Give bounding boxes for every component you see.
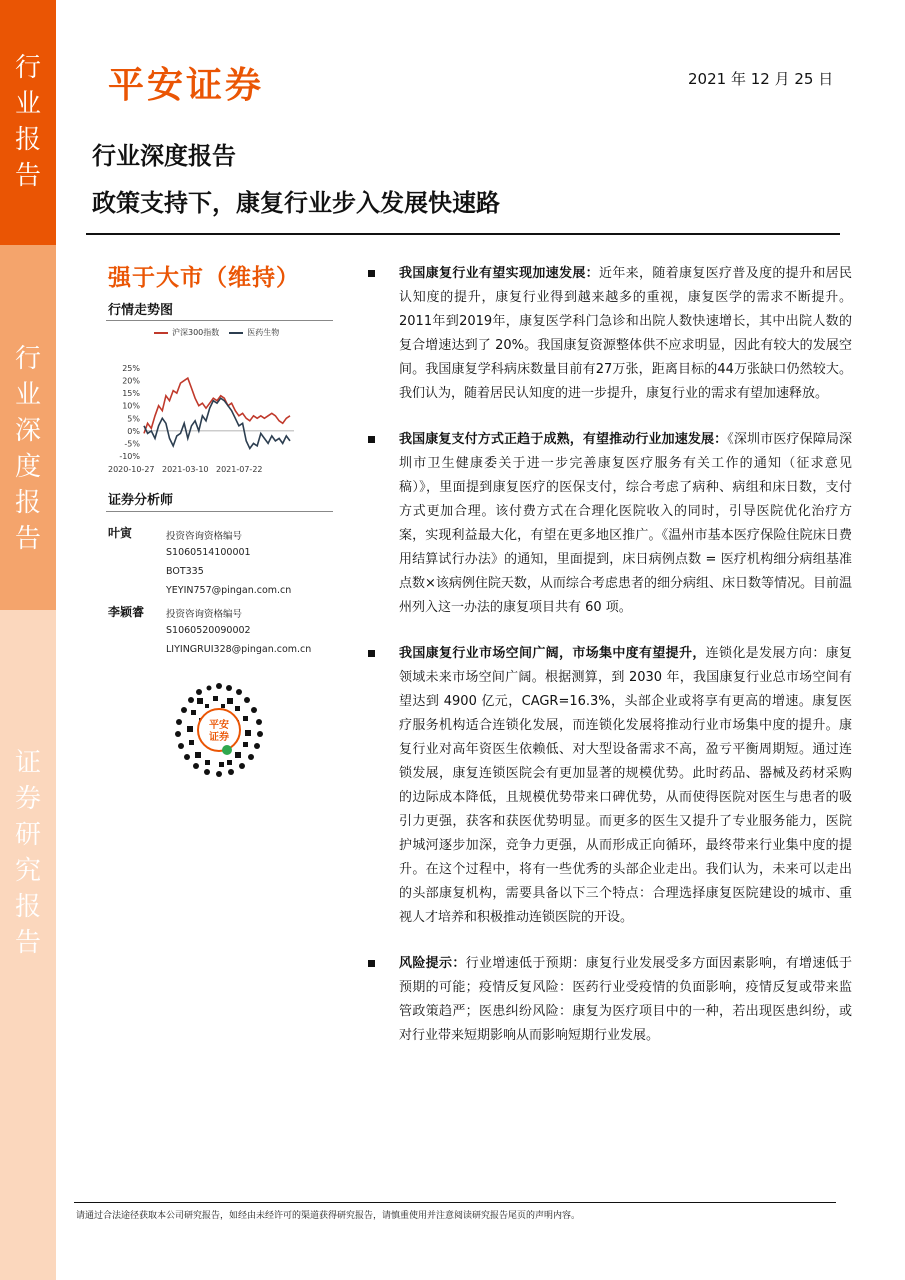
x-tick-label: 2021-07-22 — [216, 465, 263, 474]
bullet-text: 近年来，随着康复医疗普及度的提升和居民认知度的提升，康复行业得到越来越多的重视，康复医学的需求不断提升。2011年到2019年，康复医学科门急诊和出院人数快速增长，其中出院人数的复合增速达到了 20%。我国康复资源整体供不应求明显，因此有较大的发展空间。我国康复学科病床数量目前有27万张，距离目标的44万张缺口仍然较大。我们认为，随着居民认知度的进一步提升，康复行业的需求有望加速释放。 — [399, 266, 852, 401]
chart-title-rule — [106, 320, 333, 321]
svg-text:证券: 证券 — [209, 732, 229, 743]
analyst-name: 李颖睿 — [108, 605, 145, 619]
analyst-name: 叶寅 — [108, 526, 133, 540]
bullet-lead: 风险提示： — [399, 956, 466, 971]
report-title: 政策支持下，康复行业步入发展快速路 — [92, 189, 500, 217]
bullet-square-icon — [368, 650, 375, 657]
y-tick-label: 20% — [122, 376, 140, 386]
sidebar-industry-report: 行 业 报 告 — [0, 0, 56, 245]
analyst-cert-number: S1060514100001 — [166, 547, 251, 558]
y-tick-label: -10% — [119, 452, 140, 461]
bullet-text: 行业增速低于预期：康复行业发展受多方面因素影响，有增速低于预期的可能；疫情反复风险：医药行业受疫情的负面影响，疫情反复或带来监管政策趋严；医患纠纷风险：康复为医疗项目中的一种，若出现医患纠纷，或对行业带来短期影响从而影响短期行业发展。 — [399, 956, 852, 1043]
analyst-cert-label: 投资咨询资格编号 — [166, 531, 243, 542]
y-tick-label: 15% — [122, 389, 140, 399]
summary-bullets — [368, 262, 852, 1070]
sidebar-industry-depth-report: 行 业 深 度 报 告 — [0, 245, 56, 610]
chart-legend — [154, 327, 279, 338]
market-trend-chart — [108, 360, 298, 480]
analyst-cert-label: 投资咨询资格编号 — [166, 609, 243, 620]
bullet-item — [368, 262, 852, 406]
analyst-email[interactable]: LIYINGRUI328@pingan.com.cn — [166, 644, 312, 655]
industry-rating: 强于大市（维持） — [108, 265, 300, 291]
header-divider — [86, 233, 840, 235]
qr-code-icon[interactable] — [169, 680, 269, 780]
bullet-item — [368, 642, 852, 930]
analysts-rule — [106, 511, 333, 512]
legend-label-pharma: 医药生物 — [247, 328, 280, 337]
bullet-item — [368, 952, 852, 1048]
series-line-pharma — [144, 398, 290, 448]
y-tick-label: 0% — [127, 426, 140, 436]
y-tick-label: 10% — [122, 401, 140, 411]
bullet-square-icon — [368, 960, 375, 967]
legend-swatch-pharma — [229, 332, 243, 334]
x-tick-label: 2021-03-10 — [162, 465, 209, 474]
analyst-code: BOT335 — [166, 566, 204, 577]
sidebar-securities-research-report: 证 券 研 究 报 告 — [0, 610, 56, 1280]
bullet-text: 《深圳市医疗保障局深圳市卫生健康委关于进一步完善康复医疗服务有关工作的通知（征求意见稿）》，里面提到康复医疗的医保支付，综合考虑了病种、病组和床日数，支付方式更加合理。该付费方式在合理化医院收入的同时，引导医院优化治疗方案，实现利益最大化，有望在更多地区推广。《温州市基本医疗保险住院床日费用结算试行办法》的通知，里面提到，床日病例点数 = 医疗机构细分病组基准点数×该病例住院天数，从而综合考虑患者的细分病组、床日数等情况。目前温州列入这一办法的康复项目共有 60 项。 — [399, 432, 852, 615]
company-logo: 平安证券 — [108, 65, 265, 106]
y-tick-label: 25% — [122, 364, 140, 373]
bullet-square-icon — [368, 436, 375, 443]
bullet-lead: 我国康复行业市场空间广阔，市场集中度有望提升， — [399, 646, 706, 661]
bullet-square-icon — [368, 270, 375, 277]
legend-label-hs300: 沪深300指数 — [172, 328, 220, 337]
legend-swatch-hs300 — [154, 332, 168, 334]
analyst-cert-number: S1060520090002 — [166, 625, 251, 636]
footer-disclaimer: 请通过合法途径获取本公司研究报告，如经由未经许可的渠道获得研究报告，请慎重使用并注意阅读研究报告尾页的声明内容。 — [76, 1211, 581, 1221]
report-date: 2021 年 12 月 25 日 — [688, 70, 834, 88]
y-tick-label: 5% — [127, 414, 140, 424]
x-tick-label: 2020-10-27 — [108, 465, 155, 474]
sidebar — [0, 0, 56, 1280]
y-tick-label: -5% — [124, 439, 140, 449]
bullet-lead: 我国康复支付方式正趋于成熟，有望推动行业加速发展： — [399, 432, 728, 447]
bullet-item — [368, 428, 852, 620]
chart-title: 行情走势图 — [108, 303, 174, 318]
bullet-text: 连锁化是发展方向：康复领域未来市场空间广阔。根据测算，到 2030 年，我国康复行业总市场空间有望达到 4900 亿元，CAGR=16.3%，头部企业或将享有更高的增速。康复医疗服务机构适合连锁化发展，而连锁化发展将推动行业市场集中度的提升。康复行业对高年资医生依赖低、对大型设备需求不高，盈亏平衡周期短。通过连锁发展，康复连锁医院会有更加显著的规模优势。此时药品、器械及药材采购的边际成本降低，且规模优势带来口碑优势，从而使得医院对医生与患者的吸引力更强，获客和获医优势明显。而更多的医生又提升了专业服务能力，医院护城河逐步加深，竞争力更强，从而形成正向循环，最终带来行业集中度的提升。在这个过程中，将有一些优秀的头部企业走出。我们认为，未来可以走出的头部康复机构，需要具备以下三个特点：合理选择康复医院建设的城市、重视人才培养和积极推动连锁医院的开设。 — [399, 646, 852, 925]
footer-rule — [74, 1202, 836, 1203]
report-type: 行业深度报告 — [92, 142, 236, 170]
analysts-title: 证券分析师 — [108, 493, 174, 508]
analyst-email[interactable]: YEYIN757@pingan.com.cn — [166, 585, 292, 596]
svg-text:平安: 平安 — [209, 720, 229, 731]
bullet-lead: 我国康复行业有望实现加速发展： — [399, 266, 599, 281]
